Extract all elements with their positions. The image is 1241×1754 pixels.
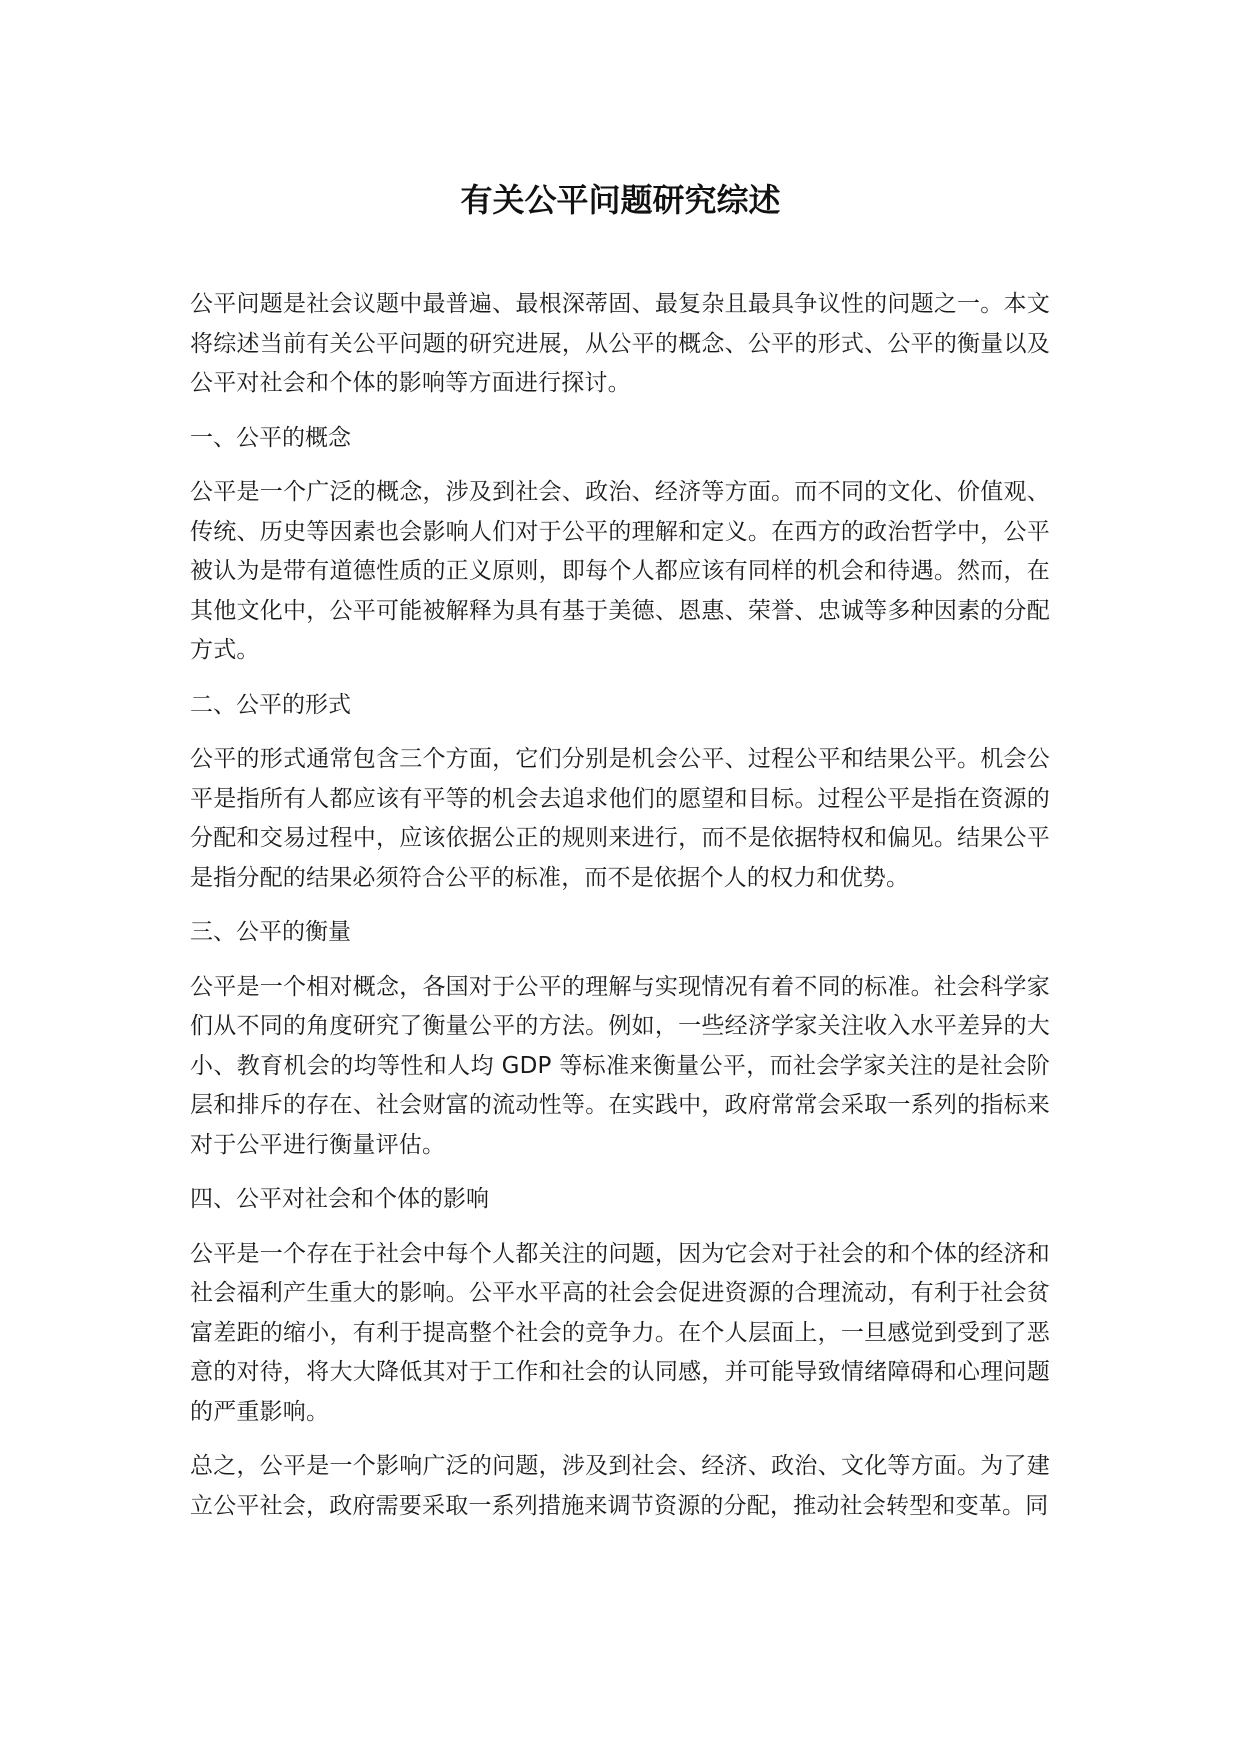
section-body-measurement: 公平是一个相对概念，各国对于公平的理解与实现情况有着不同的标准。社会科学家们从不同的角度研究了衡量公平的方法。例如，一些经济学家关注收入水平差异的大小、教育机会的均等性和人均 GDP 等标准来衡量公平，而社会学家关注的是社会阶层和排斥的存在、社会财富的流动性等。在实践中，政府常常会采取一系列的指标来对于公平进行衡量评估。	[190, 973, 1050, 1158]
document-title: 有关公平问题研究综述	[460, 181, 781, 219]
section-heading-concept: 一、公平的概念	[190, 424, 351, 451]
conclusion-paragraph: 总之，公平是一个影响广泛的问题，涉及到社会、经济、政治、文化等方面。为了建立公平社会，政府需要采取一系列措施来调节资源的分配，推动社会转型和变革。同	[190, 1453, 1050, 1519]
section-heading-forms: 二、公平的形式	[190, 691, 351, 718]
section-body-concept: 公平是一个广泛的概念，涉及到社会、政治、经济等方面。而不同的文化、价值观、传统、历史等因素也会影响人们对于公平的理解和定义。在西方的政治哲学中，公平被认为是带有道德性质的正义原则，即每个人都应该有同样的机会和待遇。然而，在其他文化中，公平可能被解释为具有基于美德、恩惠、荣誉、忠诚等多种因素的分配方式。	[190, 479, 1050, 663]
document-body	[190, 285, 1050, 1541]
section-heading-impact: 四、公平对社会和个体的影响	[190, 1186, 489, 1212]
section-heading-measurement: 三、公平的衡量	[190, 919, 351, 945]
section-body-impact: 公平是一个存在于社会中每个人都关注的问题，因为它会对于社会的和个体的经济和社会福利产生重大的影响。公平水平高的社会会促进资源的合理流动，有利于社会贫富差距的缩小，有利于提高整个社会的竞争力。在个人层面上，一旦感觉到受到了恶意的对待，将大大降低其对于工作和社会的认同感，并可能导致情绪障碍和心理问题的严重影响。	[190, 1240, 1050, 1425]
section-body-forms: 公平的形式通常包含三个方面，它们分别是机会公平、过程公平和结果公平。机会公平是指所有人都应该有平等的机会去追求他们的愿望和目标。过程公平是指在资源的分配和交易过程中，应该依据公正的规则来进行，而不是依据特权和偏见。结果公平是指分配的结果必须符合公平的标准，而不是依据个人的权力和优势。	[190, 746, 1050, 891]
intro-paragraph: 公平问题是社会议题中最普遍、最根深蒂固、最复杂且最具争议性的问题之一。本文将综述当前有关公平问题的研究进展，从公平的概念、公平的形式、公平的衡量以及公平对社会和个体的影响等方面进行探讨。	[190, 291, 1050, 396]
